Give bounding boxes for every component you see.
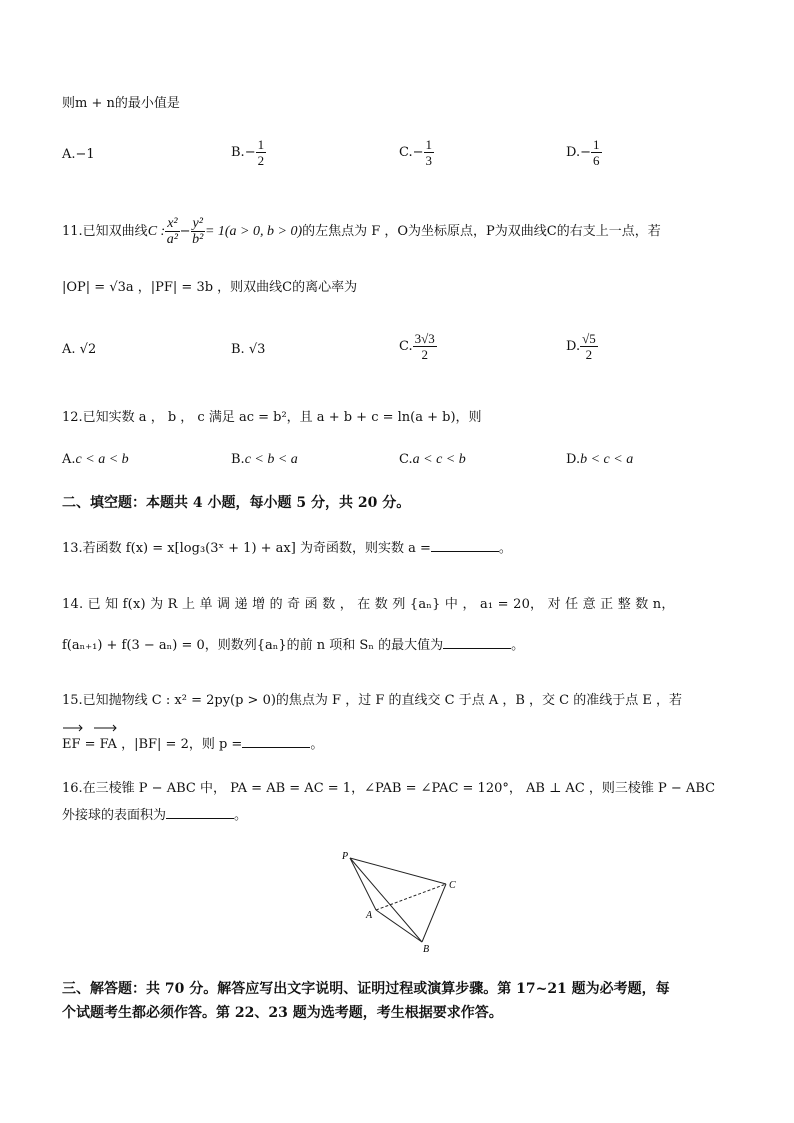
q11-option-c: [399, 331, 437, 362]
q12-option-d: [566, 452, 633, 468]
q13-answer-blank[interactable]: [431, 538, 499, 552]
numerator: y²: [192, 216, 203, 231]
section-2-heading: 二、填空题：本题共 4 小题，每小题 5 分，共 20 分。: [62, 495, 411, 511]
option-sign: −: [412, 145, 424, 160]
q10-option-c: [399, 137, 434, 168]
option-text: a < c < b: [412, 452, 466, 467]
numerator: 1: [257, 137, 265, 152]
q10-stem: 则m + n的最小值是: [62, 96, 180, 111]
option-text: c < a < b: [75, 452, 129, 467]
option-label: D.: [566, 339, 581, 354]
q11-rest: 的左焦点为 F ，O为坐标原点，P为双曲线C的右支上一点，若: [302, 224, 661, 239]
denominator: 3: [425, 153, 433, 168]
option-sign: −: [580, 145, 591, 160]
numerator: 3√3: [414, 331, 435, 346]
option-fraction: [413, 331, 437, 362]
q11-curve: C :: [147, 224, 166, 239]
option-fraction: [424, 137, 435, 168]
q13-end: 。: [498, 541, 512, 556]
q15-line1: 15.已知抛物线 C : x² = 2py(p > 0)的焦点为 F ，过 F 的直线交 C 于点 A ，B ，交 C 的准线于点 E ，若: [62, 693, 683, 708]
option-label: D.: [566, 145, 581, 160]
numerator: √5: [582, 331, 596, 346]
q12-option-b: [231, 452, 298, 468]
option-text: c < b < a: [244, 452, 298, 467]
denominator: 2: [421, 347, 428, 362]
denominator: a²: [166, 232, 178, 247]
q14-line2: [62, 634, 524, 653]
vector-arrows: [62, 724, 122, 732]
q11-term1: [165, 216, 179, 247]
q10-option-a: [62, 147, 95, 162]
q15-line2: [62, 733, 323, 752]
edge-cb: [422, 884, 446, 942]
q11-minus: −: [179, 224, 191, 239]
q16-line2: [62, 804, 247, 823]
vertex-label-a: A: [366, 910, 373, 921]
q16-answer-blank[interactable]: [166, 805, 234, 819]
option-text: −1: [75, 147, 95, 162]
q16-text: 外接球的表面积为: [62, 808, 167, 823]
option-label: A.: [62, 452, 76, 467]
q11-option-d: [566, 331, 598, 362]
q15-text: EF = FA ，|BF| = 2，则 p =: [62, 737, 243, 752]
q11-line2: |OP| = √3a ，|PF| = 3b ，则双曲线C的离心率为: [62, 280, 358, 295]
numerator: 1: [425, 137, 433, 152]
q13-text: 13.若函数 f(x) = x[log₃(3ˣ + 1) + ax] 为奇函数，则实数 a =: [62, 541, 431, 556]
option-label: A.: [62, 342, 76, 357]
q16-end: 。: [234, 808, 248, 823]
q10-option-d: [566, 137, 602, 168]
option-label: C.: [399, 145, 413, 160]
option-label: B.: [231, 145, 245, 160]
option-text: √3: [248, 342, 266, 357]
option-label: C.: [399, 339, 413, 354]
vertex-label-c: C: [449, 880, 456, 891]
vertex-label-b: B: [423, 944, 430, 954]
q13: [62, 537, 512, 556]
edge-pc: [350, 858, 446, 884]
q16-line1: 16.在三棱锥 P − ABC 中， PA = AB = AC = 1，∠PAB = ∠PAC = 120°， AB ⊥ AC ，则三棱锥 P − ABC: [62, 781, 716, 796]
edge-ac-hidden: [376, 884, 446, 910]
q11-rhs: = 1(a > 0, b > 0): [204, 224, 303, 239]
option-text: b < c < a: [580, 452, 634, 467]
numerator: x²: [167, 216, 178, 231]
option-sign: −: [244, 145, 256, 160]
tetrahedron-figure: [336, 846, 466, 954]
q14-line1: 14. 已 知 f(x) 为 R 上 单 调 递 增 的 奇 函 数 ， 在 数 列 {aₙ} 中 ， a₁ = 20， 对 任 意 正 整 数 n，: [62, 597, 675, 612]
q11-option-b: [231, 342, 265, 357]
q14-answer-blank[interactable]: [443, 635, 511, 649]
q11-prefix: 11.已知双曲线: [62, 224, 148, 239]
q14-end: 。: [511, 638, 525, 653]
q15-end: 。: [310, 737, 324, 752]
numerator: 1: [593, 137, 600, 152]
denominator: 2: [585, 347, 593, 362]
q12-stem: 12.已知实数 a ， b ， c 满足 ac = b²，且 a + b + c = ln(a + b)，则: [62, 410, 482, 425]
denominator: b²: [192, 232, 204, 247]
q11-option-a: [62, 342, 96, 357]
denominator: 2: [257, 153, 265, 168]
q12-option-c: [399, 452, 466, 468]
vertex-label-p: P: [342, 851, 349, 862]
q12-option-a: [62, 452, 129, 468]
option-fraction: [256, 137, 267, 168]
option-label: A.: [62, 147, 76, 162]
option-fraction: [591, 137, 602, 168]
edge-pb: [350, 858, 422, 942]
q10-option-b: [231, 137, 266, 168]
q11-term2: [191, 216, 205, 247]
section-3-heading-line2: 个试题考生都必须作答。第 22、23 题为选考题，考生根据要求作答。: [62, 1005, 503, 1021]
denominator: 6: [593, 153, 600, 168]
q11-line1: [62, 216, 661, 247]
q15-answer-blank[interactable]: [242, 734, 310, 748]
q14-text: f(aₙ₊₁) + f(3 − aₙ) = 0，则数列{aₙ}的前 n 项和 Sₙ 的最大值为: [62, 638, 444, 653]
option-fraction: [580, 331, 598, 362]
option-label: B.: [231, 452, 245, 467]
option-label: C.: [399, 452, 413, 467]
section-3-heading-line1: 三、解答题：共 70 分。解答应写出文字说明、证明过程或演算步骤。第 17~21 题为必考题，每: [62, 981, 670, 997]
option-text: √2: [79, 342, 97, 357]
option-label: B.: [231, 342, 245, 357]
option-label: D.: [566, 452, 581, 467]
